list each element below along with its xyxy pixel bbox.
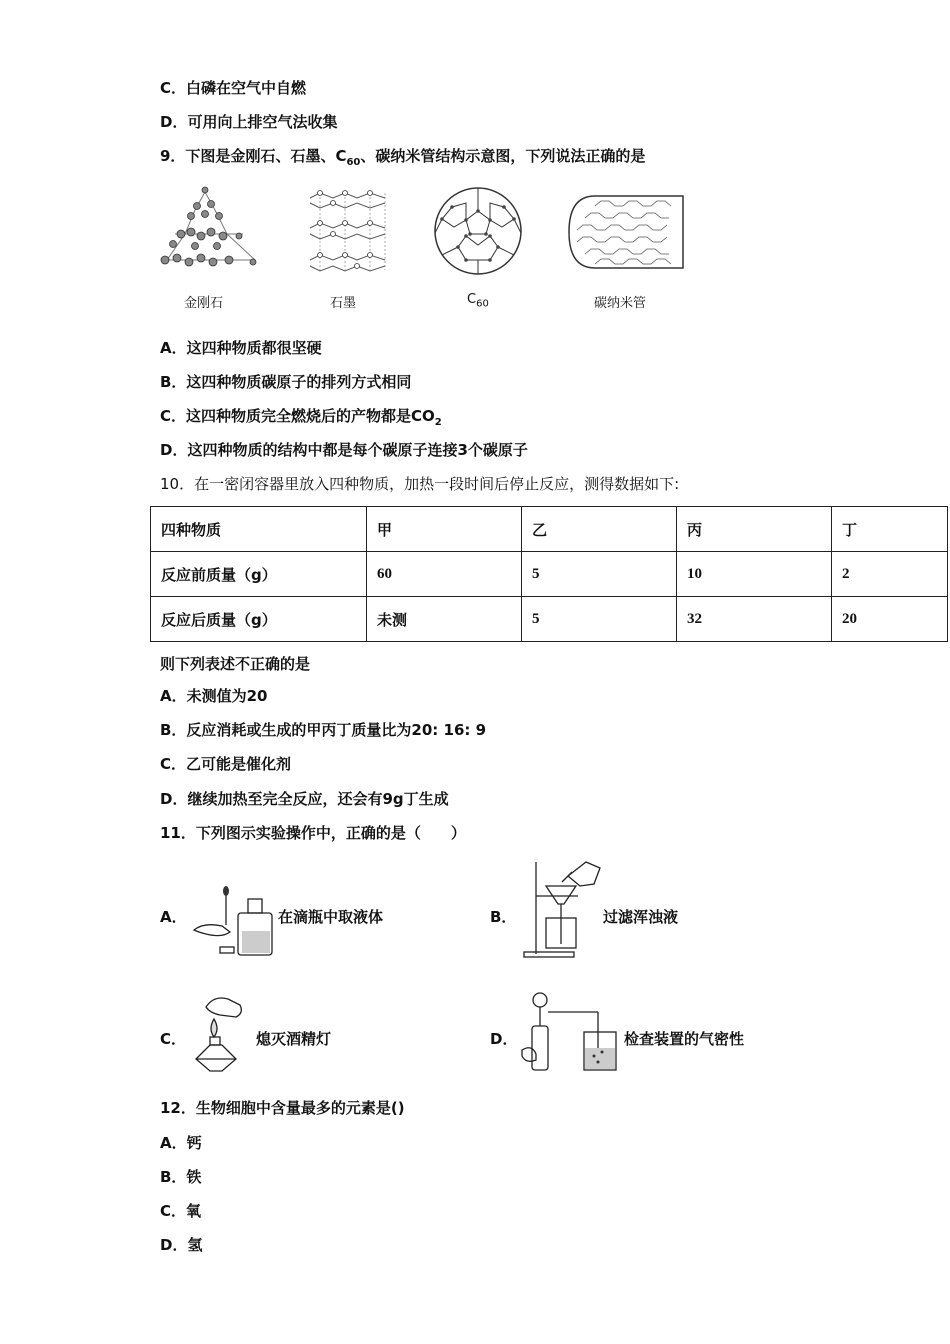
table-cell: 反应前质量（g） (151, 552, 367, 597)
table-cell: 未测 (367, 597, 522, 642)
alcohol-lamp-figure (188, 993, 256, 1075)
diamond-caption: 金刚石 (184, 296, 224, 311)
table-cell: 反应后质量（g） (151, 597, 367, 642)
table-cell: 甲 (367, 507, 522, 552)
q10-stem: 10．在一密闭容器里放入四种物质，加热一段时间后停止反应，测得数据如下: (160, 475, 680, 493)
q11-option-a-text: 在滴瓶中取液体 (278, 908, 384, 926)
carbon-nanotube-figure (565, 192, 685, 272)
q10-option-b: B．反应消耗或生成的甲丙丁质量比为20: 16: 9 (160, 721, 487, 739)
q12-option-a: A．钙 (160, 1134, 202, 1152)
nanotube-caption: 碳纳米管 (594, 296, 647, 311)
c60-structure-figure (432, 185, 524, 277)
table-cell: 四种物质 (151, 507, 367, 552)
q11-option-c-text: 熄灭酒精灯 (256, 1030, 332, 1048)
q9-option-d: D．这四种物质的结构中都是每个碳原子连接3个碳原子 (160, 441, 528, 459)
q11-option-d-text: 检查装置的气密性 (624, 1030, 745, 1048)
q9-option-a: A．这四种物质都很坚硬 (160, 339, 322, 357)
table-cell: 2 (832, 552, 948, 597)
q11-option-a-label: A． (160, 908, 187, 926)
dropper-bottle-figure (190, 885, 275, 960)
table-cell: 乙 (522, 507, 677, 552)
graphite-caption: 石墨 (330, 296, 357, 311)
q10-follow: 则下列表述不正确的是 (160, 655, 311, 673)
q11-option-d-label: D． (490, 1030, 518, 1048)
c60-caption: $C_{60}$ (467, 292, 489, 310)
q9-option-b: B．这四种物质碳原子的排列方式相同 (160, 373, 412, 391)
q12-option-b: B．铁 (160, 1168, 202, 1186)
graphite-structure-figure (305, 188, 395, 278)
q11-option-b-text: 过滤浑浊液 (603, 908, 679, 926)
q11-stem: 11．下列图示实验操作中，正确的是（ ） (160, 824, 466, 842)
table-cell: 10 (677, 552, 832, 597)
airtightness-check-figure (518, 990, 623, 1078)
table-cell: 丁 (832, 507, 948, 552)
q8-option-c: C．白磷在空气中自燃 (160, 79, 307, 97)
q10-option-c: C．乙可能是催化剂 (160, 755, 292, 773)
q10-option-a: A．未测值为20 (160, 687, 268, 705)
table-cell: 丙 (677, 507, 832, 552)
table-cell: 5 (522, 597, 677, 642)
q11-option-c-label: C． (160, 1030, 187, 1048)
filtration-setup-figure (518, 858, 603, 960)
q12-option-c: C．氧 (160, 1202, 202, 1220)
table-cell: 32 (677, 597, 832, 642)
q11-option-b-label: B． (490, 908, 517, 926)
table-row (151, 552, 948, 597)
q10-data-table (150, 506, 948, 642)
table-row (151, 597, 948, 642)
table-cell: 60 (367, 552, 522, 597)
q10-option-d: D．继续加热至完全反应，还会有9g丁生成 (160, 790, 449, 808)
table-header-row (151, 507, 948, 552)
q12-option-d: D．氢 (160, 1236, 203, 1254)
q8-option-d: D．可用向上排空气法收集 (160, 113, 338, 131)
q9-stem: 9．下图是金刚石、石墨、$C_{60}$、碳纳米管结构示意图，下列说法正确的是 (160, 147, 646, 168)
q12-stem: 12．生物细胞中含量最多的元素是() (160, 1099, 405, 1117)
q9-option-c: C．这四种物质完全燃烧后的产物都是$CO_2$ (160, 407, 442, 428)
table-cell: 5 (522, 552, 677, 597)
table-cell: 20 (832, 597, 948, 642)
diamond-structure-figure (155, 182, 265, 277)
